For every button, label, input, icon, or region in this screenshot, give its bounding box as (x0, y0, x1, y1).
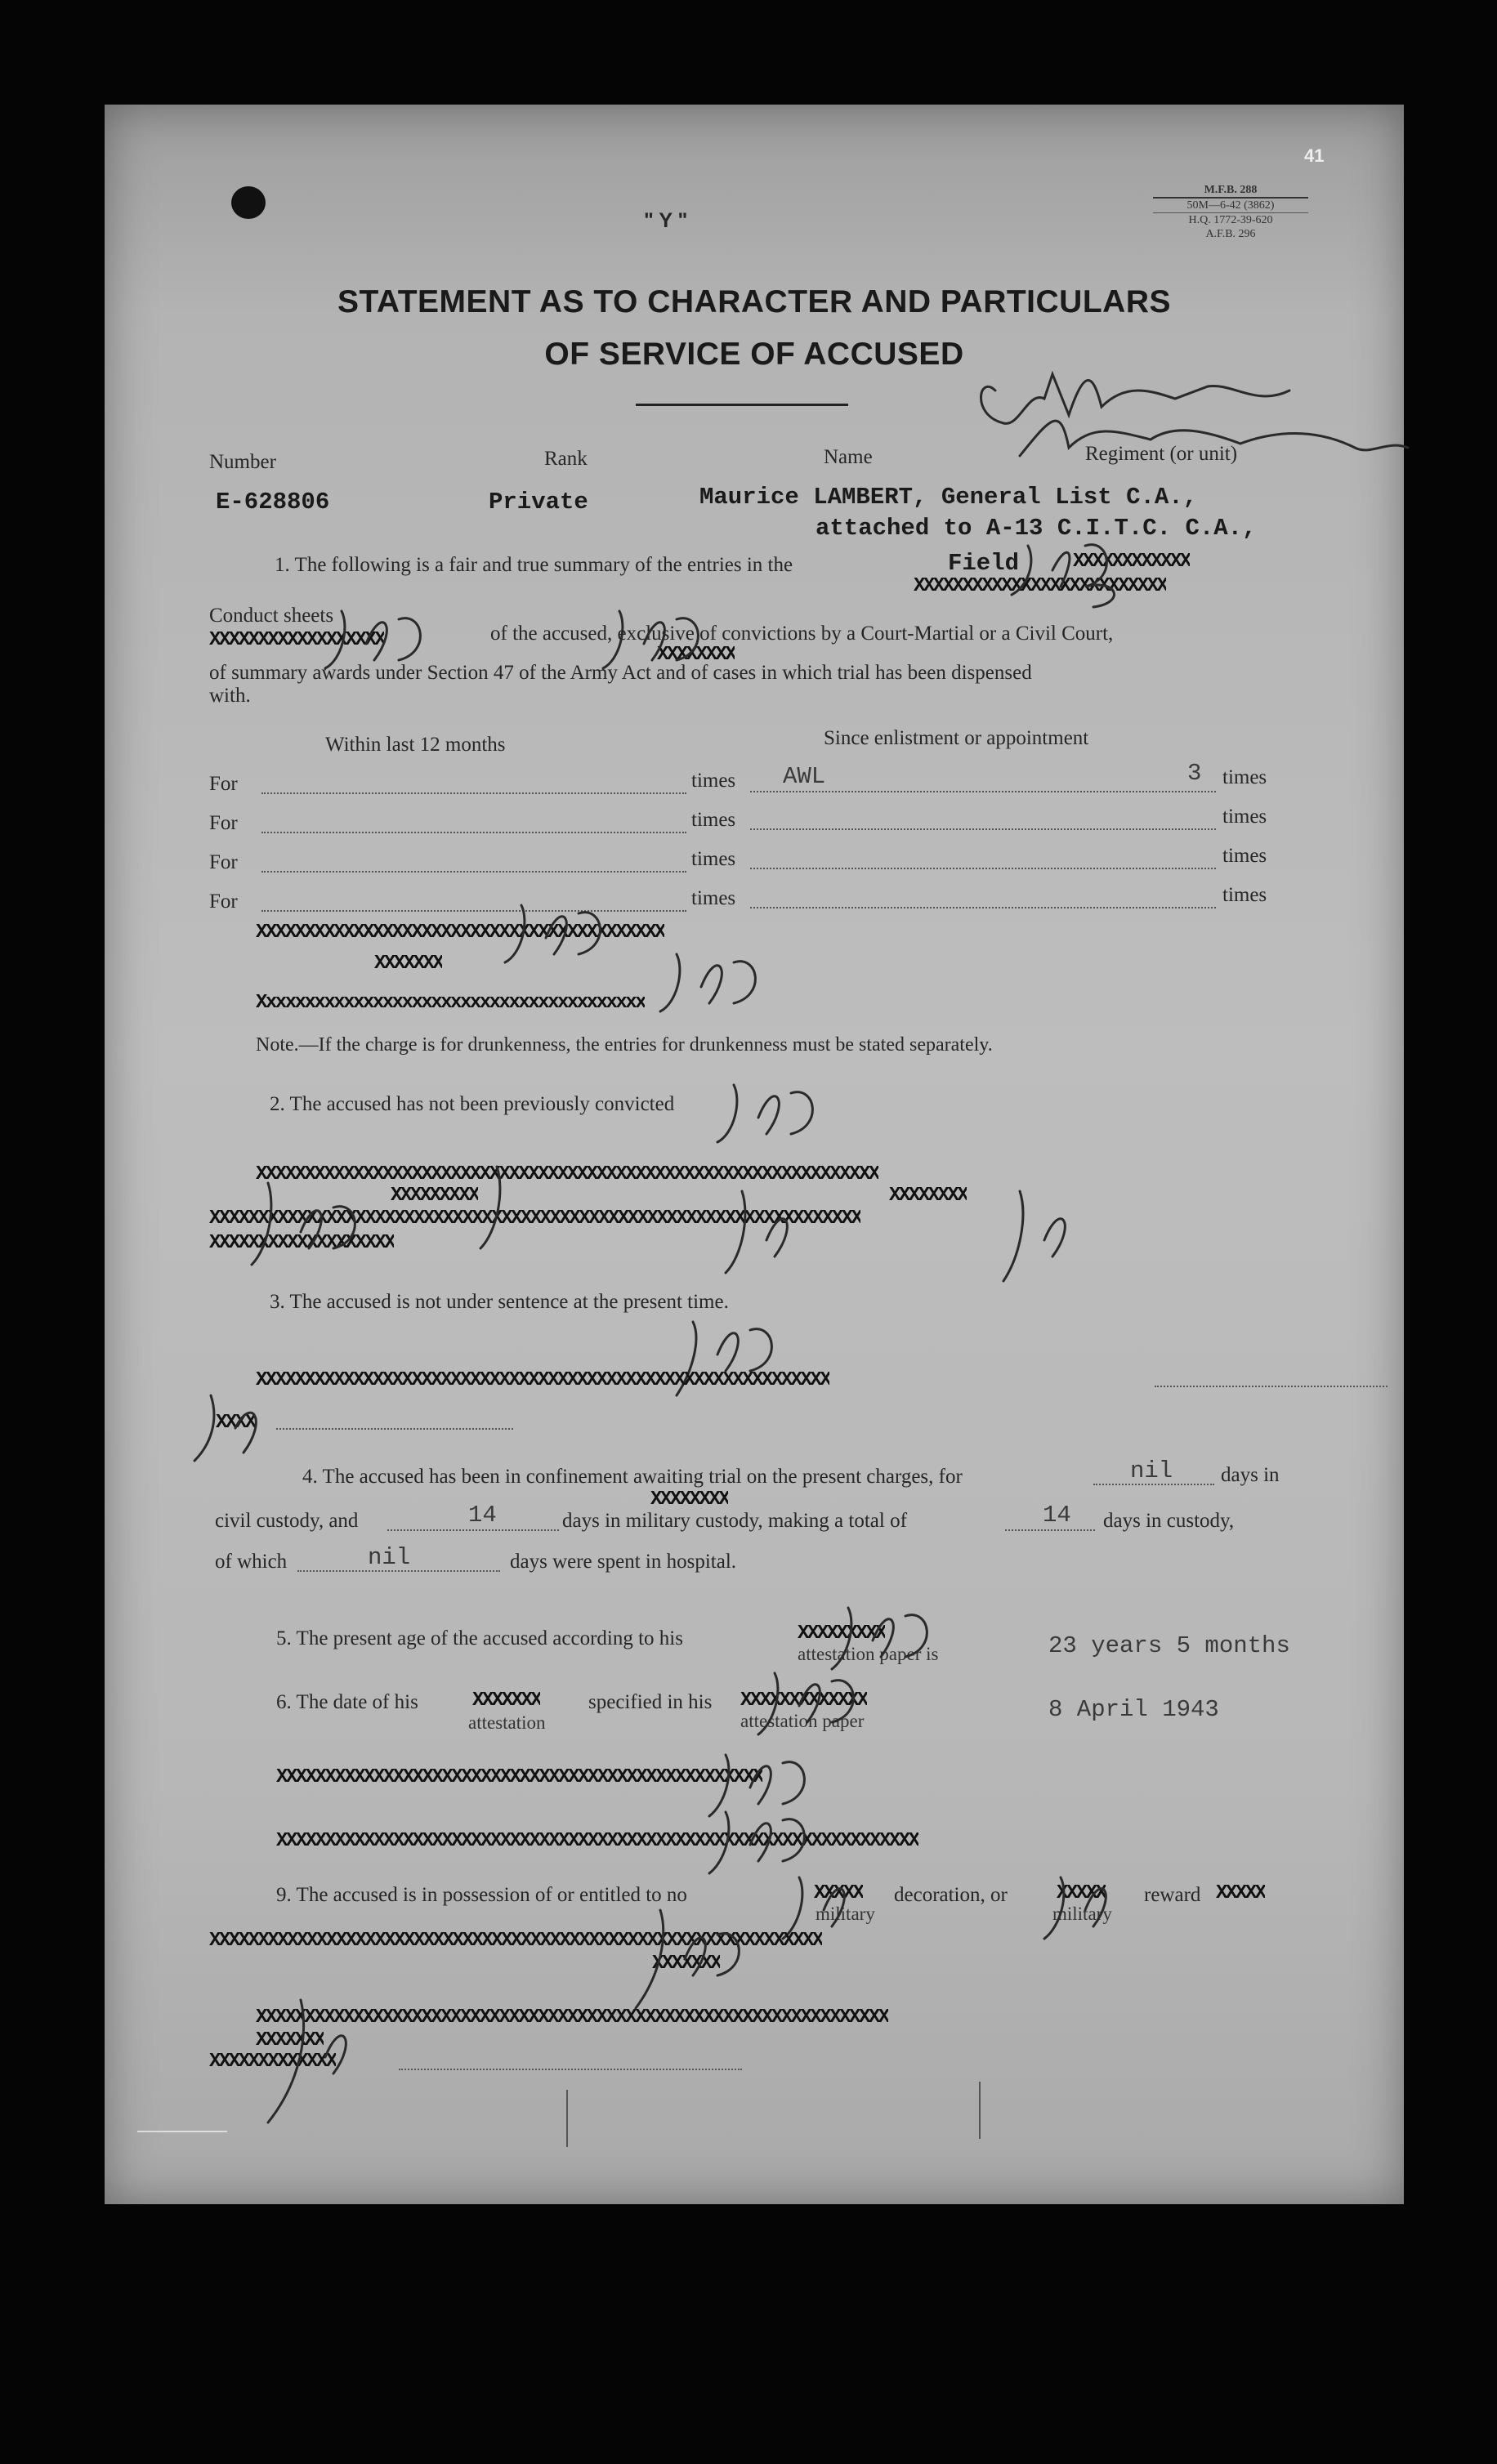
accused-rank: Private (489, 489, 588, 516)
item4-text-f: of which (215, 1551, 288, 1573)
col-header-since-enlistment: Since enlistment or appointment (824, 727, 1089, 749)
item1-conduct-label: Conduct sheets (209, 605, 334, 627)
strikeout: XXXXXXXXXXXXX (209, 2051, 336, 2073)
strikeout: XXXXXXXXXXXX (1073, 551, 1190, 573)
item4-days-civil: nil (1130, 1457, 1173, 1484)
strikeout: XXXXXXXXXXXXXXXXXXXXXXXXXXXXXXXXXXXXXXXXXXXXXXXXXXXXXXXXXXX (256, 1369, 830, 1391)
dotted-line (261, 871, 686, 873)
form-ref-line: H.Q. 1772-39-620 (1188, 214, 1273, 226)
initials-jlb (235, 1158, 1175, 1306)
dotted-line (750, 868, 1216, 869)
initials-jlb (1003, 529, 1200, 611)
row-times-right: times (1222, 884, 1267, 906)
item4-total: 14 (1043, 1502, 1071, 1529)
strikeout: XXXXXXXXXXXXXXXXXXXXXXXXXXXXXXXXXXXXXXXXXXXXXXXXXXXXXXXXXXXXXXXXXX (276, 1830, 918, 1852)
item9-text-b: decoration, or (894, 1884, 1008, 1906)
item4-days-military: 14 (468, 1502, 497, 1529)
initials-jlb (775, 1861, 1200, 1959)
initials-jlb (252, 1984, 415, 2139)
dotted-line (276, 1428, 513, 1430)
form-title-line2: OF SERVICE OF ACCUSED (544, 337, 964, 372)
row-times-left: times (691, 887, 736, 909)
accused-name-line2: attached to A-13 C.I.T.C. C.A., (816, 515, 1257, 542)
strikeout: XXXXXXX (374, 953, 443, 975)
dotted-line (750, 828, 1216, 830)
form-ref-line: A.F.B. 296 (1205, 228, 1256, 240)
strikeout: XXXXXXXXX (798, 1623, 886, 1645)
item3-text: 3. The accused is not under sentence at the present time. (270, 1291, 729, 1313)
strikeout: XXXXXXXXXXXXXXXXXXXXXXXXXXXXXXXXXXXXXXXXXXXXXXXXXXXXXXXXXXXXXXXX (256, 1163, 878, 1185)
form-title-line1: STATEMENT AS TO CHARACTER AND PARTICULARS (337, 284, 1172, 319)
title-rule (636, 404, 848, 406)
item9-subtext-b: military (1052, 1904, 1112, 1924)
item9-text-a: 9. The accused is in possession of or entitled to no (276, 1884, 687, 1906)
strikeout: XXXXXXX (472, 1690, 541, 1712)
ink-blot (231, 186, 266, 219)
item1-text-a: 1. The following is a fair and true summary of the entries in the (275, 554, 793, 576)
dotted-line (387, 1529, 559, 1531)
dotted-line (399, 2069, 742, 2070)
item4-text-a: 4. The accused has been in confinement awaiting trial on the present charges, for (302, 1466, 963, 1488)
strikeout: XXXXXXXX (650, 1489, 729, 1511)
item1-text-b: of the accused, exclusive of convictions by a Court-Martial or a Civil Court, (490, 623, 1114, 645)
initials-jlb (619, 1894, 799, 2024)
strikeout: XXXXX (814, 1882, 863, 1904)
row-for-label: For (209, 812, 238, 834)
header-name: Name (824, 446, 873, 468)
item6-subtext-b: attestation paper (740, 1711, 865, 1731)
item4-text-c: civil custody, and (215, 1510, 359, 1532)
strikeout: XXXXXXX (256, 2029, 324, 2051)
strikeout: XXXXXXXXXXXXXXXXXXXXXXXXXXXXXXXXXXXXXXXXXXXXXXXXXX (276, 1766, 763, 1788)
row-times-right: times (1222, 806, 1267, 828)
item9-text-c: reward (1144, 1884, 1201, 1906)
strikeout: XXXXXXX (652, 1953, 721, 1975)
form-reference (1153, 183, 1308, 241)
strikeout: Xxxxxxxxxxxxxxxxxxxxxxxxxxxxxxxxxxxxxxxx (256, 992, 646, 1014)
strikeout: XXXXXXXXXXXXXXXXXXXXXXXXXX (914, 575, 1167, 597)
header-number: Number (209, 451, 276, 473)
col-header-last-12-months: Within last 12 months (325, 734, 506, 756)
strikeout: XXXXX (1216, 1882, 1265, 1904)
strikeout: XXXXXXXXXXXXXXXXXXX (209, 1232, 395, 1254)
strikeout: XXXXX (1057, 1882, 1106, 1904)
dotted-line (1155, 1386, 1388, 1387)
row-for-label: For (209, 773, 238, 795)
accused-name-line1: Maurice LAMBERT, General List C.A., (699, 484, 1198, 511)
edge-mark (137, 2131, 227, 2132)
item6-text-b: specified in his (588, 1691, 713, 1713)
header-regiment: Regiment (or unit) (1085, 443, 1238, 465)
strikeout: XXXXXXXX (657, 644, 735, 666)
row-times-left: times (691, 770, 736, 792)
row-for-label: For (209, 891, 238, 913)
row-count: 3 (1187, 760, 1202, 787)
strikeout: XXXX (216, 1412, 255, 1434)
strikeout: XXXXXXXX (889, 1185, 967, 1207)
row-offence: AWL (783, 763, 826, 790)
item4-text-g: days were spent in hospital. (510, 1551, 737, 1573)
item5-subtext: attestation paper is (798, 1644, 939, 1664)
strikeout: XXXXXXXXXXXXXXXXXXXXXXXXXXXXXXXXXXXXXXXXXXXXXXXXXXXXXXXXXXXXXXX (209, 1930, 822, 1952)
item1-text-c: of summary awards under Section 47 of the Army Act and of cases in which trial has been dispensed (209, 662, 1032, 684)
fold-mark (979, 2082, 981, 2139)
top-mark: " Y " (644, 209, 688, 232)
item4-text-e: days in custody, (1103, 1510, 1235, 1532)
dotted-line (750, 791, 1216, 792)
row-times-right: times (1222, 766, 1267, 788)
accused-number: E-628806 (216, 489, 330, 516)
item6-subtext-a: attestation (468, 1712, 546, 1733)
item4-text-d: days in military custody, making a total of (562, 1510, 907, 1532)
form-ref-line: M.F.B. 288 (1153, 183, 1308, 199)
initials-jlb (497, 889, 840, 1028)
item4-hospital: nil (368, 1544, 411, 1571)
item1-text-d: with. (209, 685, 251, 707)
item9-subtext-a: military (816, 1904, 875, 1924)
initials-jlb (709, 1069, 873, 1167)
strikeout: XXXXXXXXX (391, 1185, 479, 1207)
dotted-line (261, 832, 686, 833)
dotted-line (1005, 1529, 1095, 1531)
dotted-line (1093, 1484, 1214, 1485)
initials-jlb (750, 1657, 914, 1747)
item5-age: 23 years 5 months (1048, 1632, 1290, 1659)
drunkenness-note: Note.—If the charge is for drunkenness, the entries for drunkenness must be stated separately. (256, 1034, 993, 1056)
form-ref-line: 50M—6-42 (3862) (1153, 199, 1308, 213)
row-times-left: times (691, 848, 736, 870)
dotted-line (261, 792, 686, 794)
initials-jlb (186, 1387, 284, 1469)
item4-text-b: days in (1221, 1464, 1280, 1486)
fold-mark (566, 2090, 568, 2147)
item5-text: 5. The present age of the accused according to his (276, 1627, 683, 1649)
row-for-label: For (209, 851, 238, 873)
item6-attestation-date: 8 April 1943 (1048, 1696, 1219, 1723)
header-rank: Rank (544, 448, 588, 470)
strikeout: XXXXXXXXXXXXXXXXXXXXXXXXXXXXXXXXXXXXXXXXXX (256, 922, 664, 944)
strikeout: XXXXXXXXXXXXXXXXXXXXXXXXXXXXXXXXXXXXXXXXXXXXXXXXXXXXXXXXXXXXXXXXX (256, 2006, 888, 2029)
row-times-left: times (691, 809, 736, 831)
item6-text-a: 6. The date of his (276, 1691, 418, 1713)
item2-text: 2. The accused has not been previously convicted (270, 1093, 675, 1115)
item1-typed-field: Field (948, 550, 1020, 577)
strikeout: XXXXXXXXXXXXX (740, 1690, 867, 1712)
row-times-right: times (1222, 845, 1267, 867)
initials-jlb (668, 1306, 832, 1420)
document-page (105, 105, 1404, 2204)
strikeout: XXXXXXXXXXXXXXXXXXXXXXXXXXXXXXXXXXXXXXXXXXXXXXXXXXXXXXXXXXXXXXXXXXX (209, 1207, 861, 1230)
strikeout: XXXXXXXXXXXXXXXXXX (209, 629, 385, 651)
page-number: 41 (1304, 145, 1325, 166)
